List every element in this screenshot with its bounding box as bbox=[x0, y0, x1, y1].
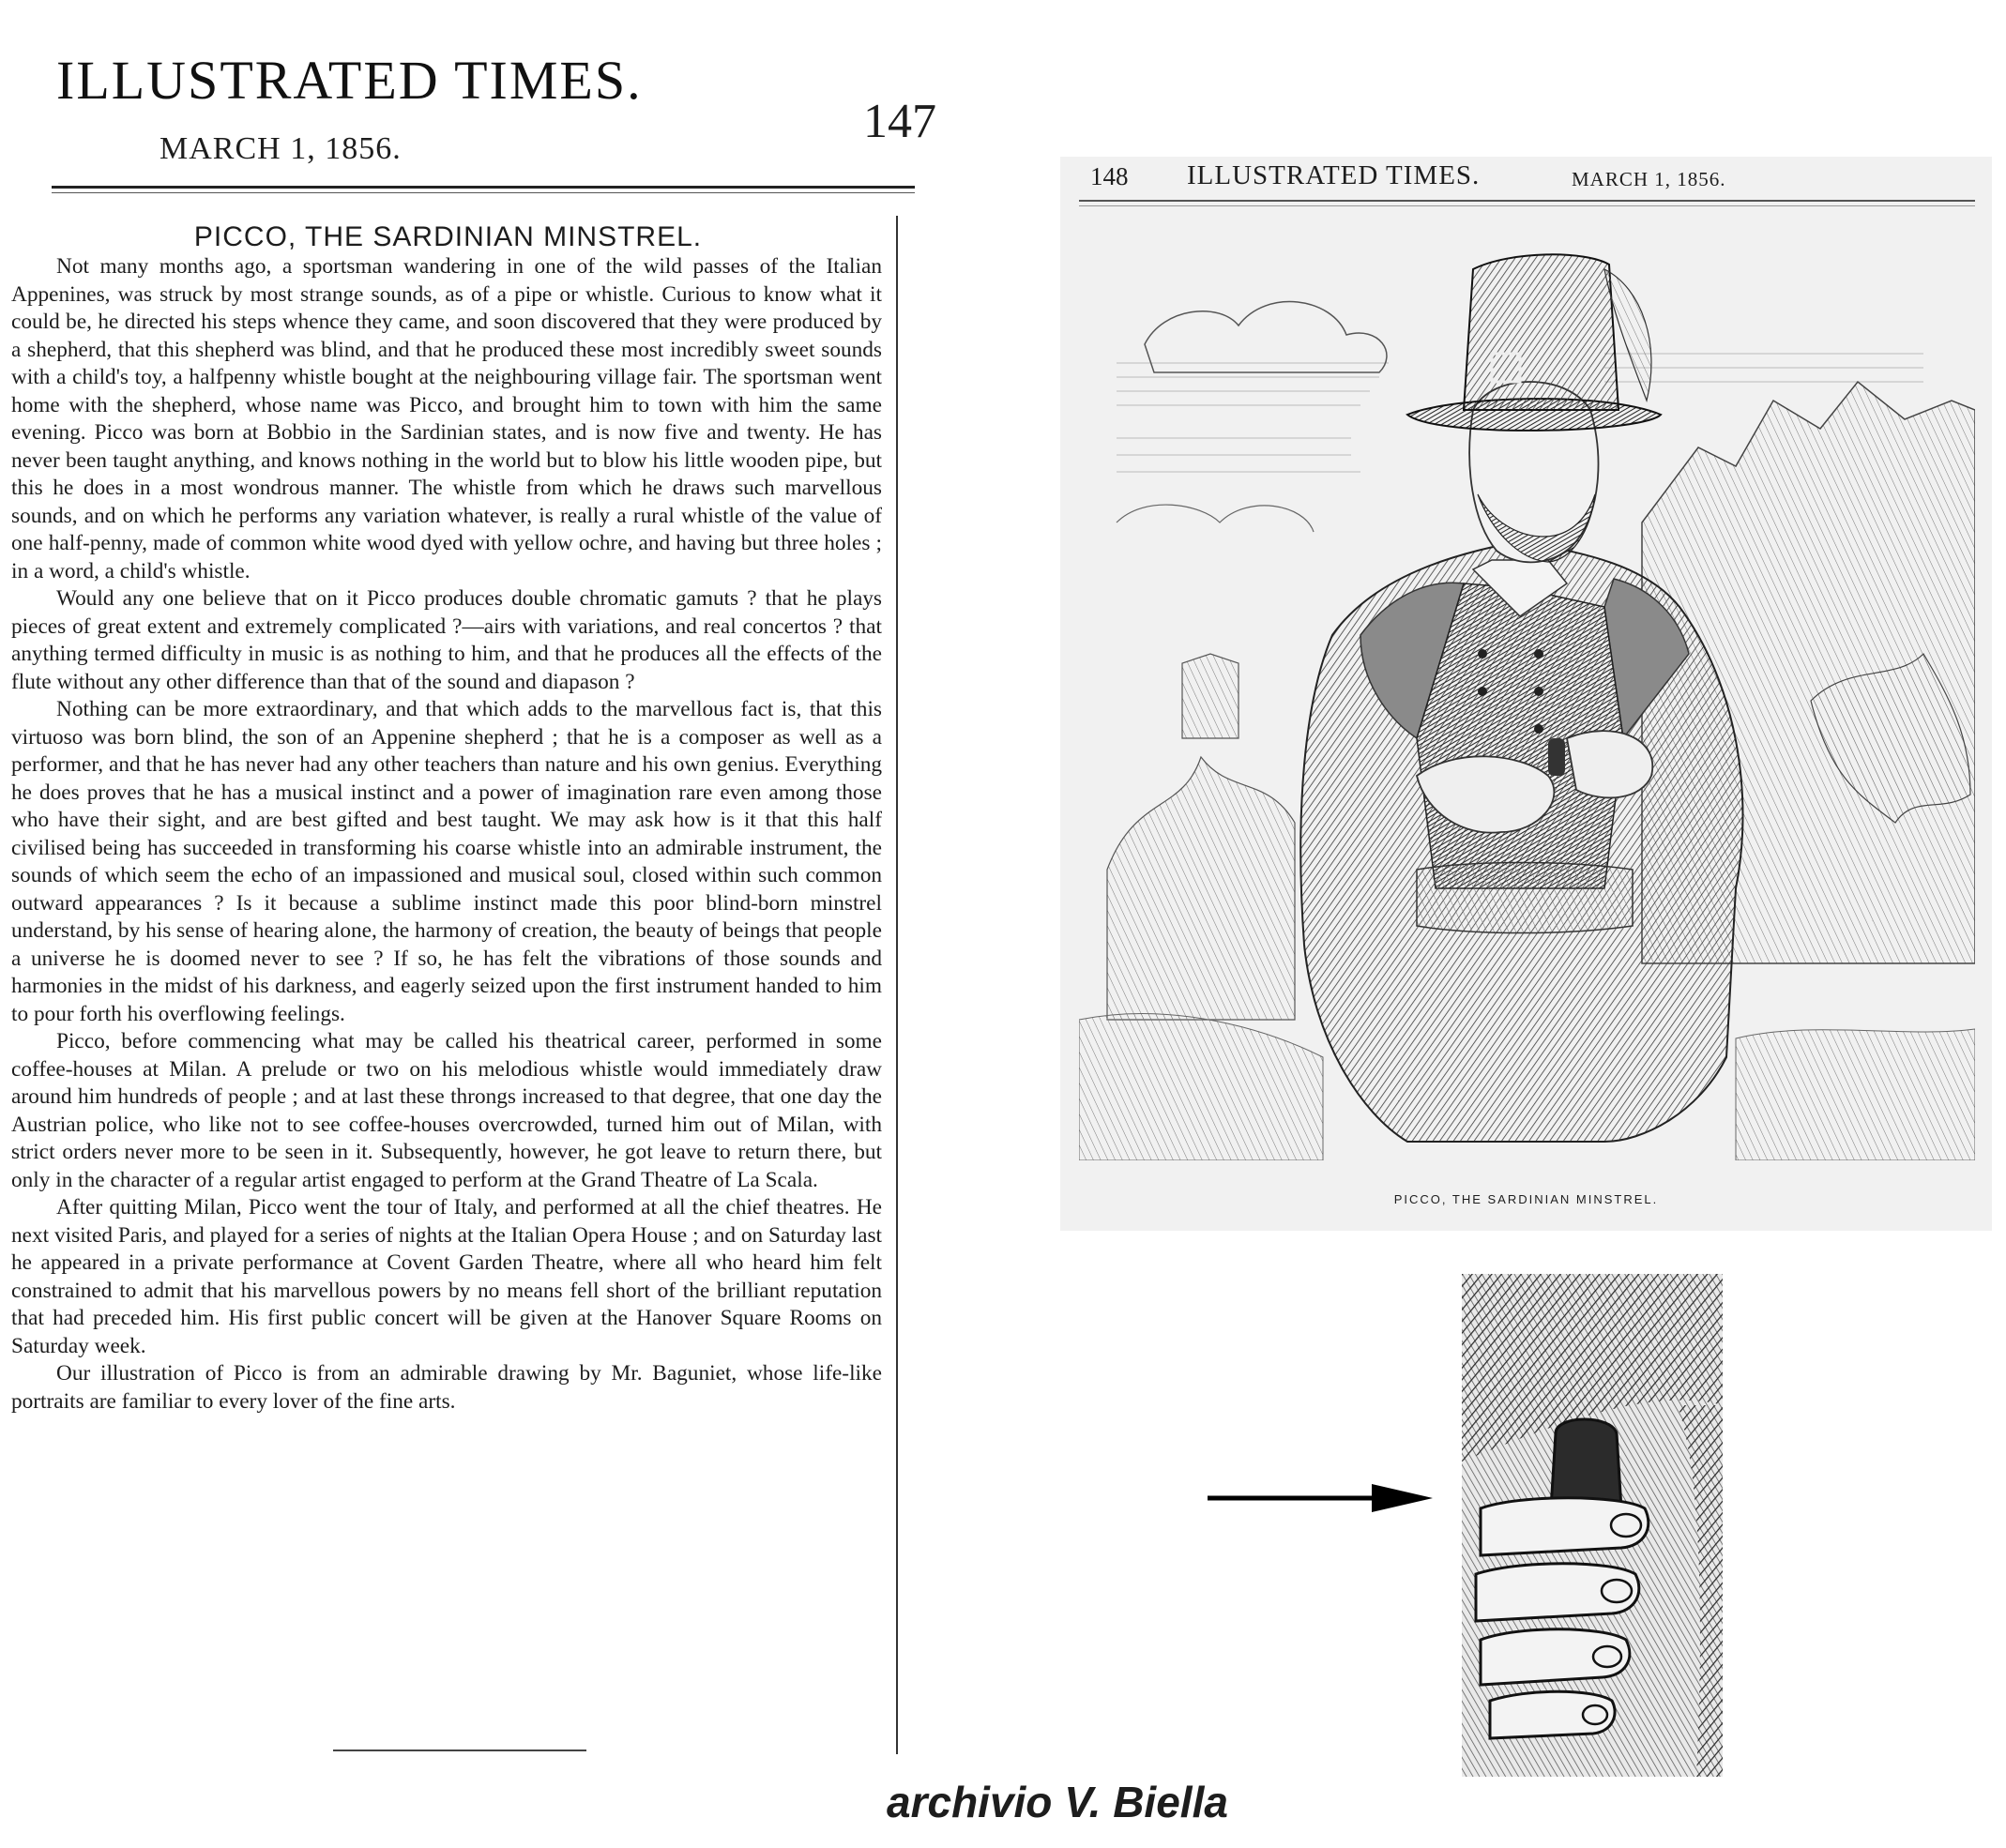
article-paragraph: Would any one believe that on it Picco produces double chromatic gamuts ? that he plays pieces of great extent and extremely complicated ?—airs with variations, and real concertos ? that anything termed difficulty in music is as nothing to him, and that he produces all the effects of the flute without any other difference than that of the sound and diapason ? bbox=[11, 586, 882, 694]
article-paragraph: Our illustration of Picco is from an admirable drawing by Mr. Baguniet, whose life-like portraits are familiar to every lover of the fine arts. bbox=[11, 1361, 882, 1414]
header-rule bbox=[1079, 200, 1975, 202]
masthead-date: MARCH 1, 1856. bbox=[160, 131, 402, 166]
header-rule-thin bbox=[1079, 205, 1975, 206]
header-rule-thin bbox=[52, 192, 915, 193]
page-number: 147 bbox=[863, 95, 936, 148]
masthead-title: ILLUSTRATED TIMES. bbox=[56, 50, 643, 111]
page-number: 148 bbox=[1090, 162, 1129, 190]
page-header bbox=[1060, 157, 1992, 202]
article-paragraph: Picco, before commencing what may be called his theatrical career, performed in some coffee-houses at Milan. A prelude or two on his melodious whistle would immediately draw around him hundreds of people ; and at last these throngs increased to that degree, that one day the Austrian police, who like not to see coffee-houses overcrowded, turned him out of Milan, with strict orders never more to be seen in it. Subsequently, however, he got leave to return there, but only in the character of a regular artist engaged to perform at the Grand Theatre of La Scala. bbox=[11, 1029, 882, 1192]
article-paragraph: Nothing can be more extraordinary, and that which adds to the marvellous fact is, that this virtuoso was born blind, the son of an Appenine shepherd ; that he is a composer as well as a performer, and that he has never had any other teachers than nature and his own genius. Everything he does proves that he has a musical instinct and a power of imagination rare even among those who have their sight, and are best gifted and best taught. We may ask how is it that this half civilised being has succeeded in transforming his coarse whistle into an admirable instrument, the sounds of which seem the echo of an impassioned and musical soul, closed within such common outward appearances ? Is it because a sublime instinct made this poor blind-born minstrel understand, by his sense of hearing alone, the harmony of creation, the beauty of beings that people a universe he is doomed never to see ? If so, he has felt the vibrations of those sounds and harmonies in the midst of his darkness, and eagerly seized upon the first instrument handed to him to pour forth his overflowing feelings. bbox=[11, 697, 882, 1026]
article-paragraph: After quitting Milan, Picco went the tour of Italy, and performed at all the chief theatres. He next visited Paris, and played for a series of nights at the Italian Opera House ; and on Saturday last he appeared in a private performance at Covent Garden Theatre, where all who heard him felt constrained to admit that his marvellous powers by no means fell short of the brilliant reputation that had preceded him. His first public concert will be given at the Hanover Square Rooms on Saturday week. bbox=[11, 1195, 882, 1358]
article-clipping bbox=[0, 0, 938, 1764]
article-body bbox=[11, 253, 882, 1416]
article-title: PICCO, THE SARDINIAN MINSTREL. bbox=[193, 221, 703, 252]
column-rule bbox=[896, 216, 898, 1754]
illustration-caption: PICCO, THE SARDINIAN MINSTREL. bbox=[1393, 1192, 1659, 1206]
masthead-date: MARCH 1, 1856. bbox=[1572, 168, 1726, 190]
end-rule bbox=[333, 1750, 586, 1751]
archive-credit: archivio V. Biella bbox=[887, 1778, 1228, 1826]
header-rule bbox=[52, 186, 915, 189]
illustration-page bbox=[1060, 157, 1992, 1231]
engraving-portrait bbox=[1079, 213, 1975, 1160]
masthead-title: ILLUSTRATED TIMES. bbox=[1187, 160, 1481, 190]
arrow-right-icon bbox=[1208, 1479, 1433, 1517]
article-paragraph: Not many months ago, a sportsman wandering in one of the wild passes of the Italian Appenines, was struck by most strange sounds, as of a pipe or whistle. Curious to know what it could be, he directed his steps whence they came, and soon discovered that they were produced by a shepherd, that this shepherd was blind, and that he produced these most incredibly sweet sounds with a child's toy, a halfpenny whistle bought at the neighbouring village fair. The sportsman went home with the shepherd, whose name was Picco, and brought him to town with him the same evening. Picco was born at Bobbio in the Sardinian states, and is now five and twenty. He has never been taught anything, and knows nothing in the world but to blow his little wooden pipe, but this he does in a most wondrous manner. The whistle from which he draws such marvellous sounds, and on which he performs any variation whatever, is really a rural whistle of the value of one half-penny, made of common white wood dyed with yellow ochre, and having but three holes ; in a word, a child's whistle. bbox=[11, 254, 882, 583]
detail-hand-whistle bbox=[1462, 1274, 1723, 1777]
